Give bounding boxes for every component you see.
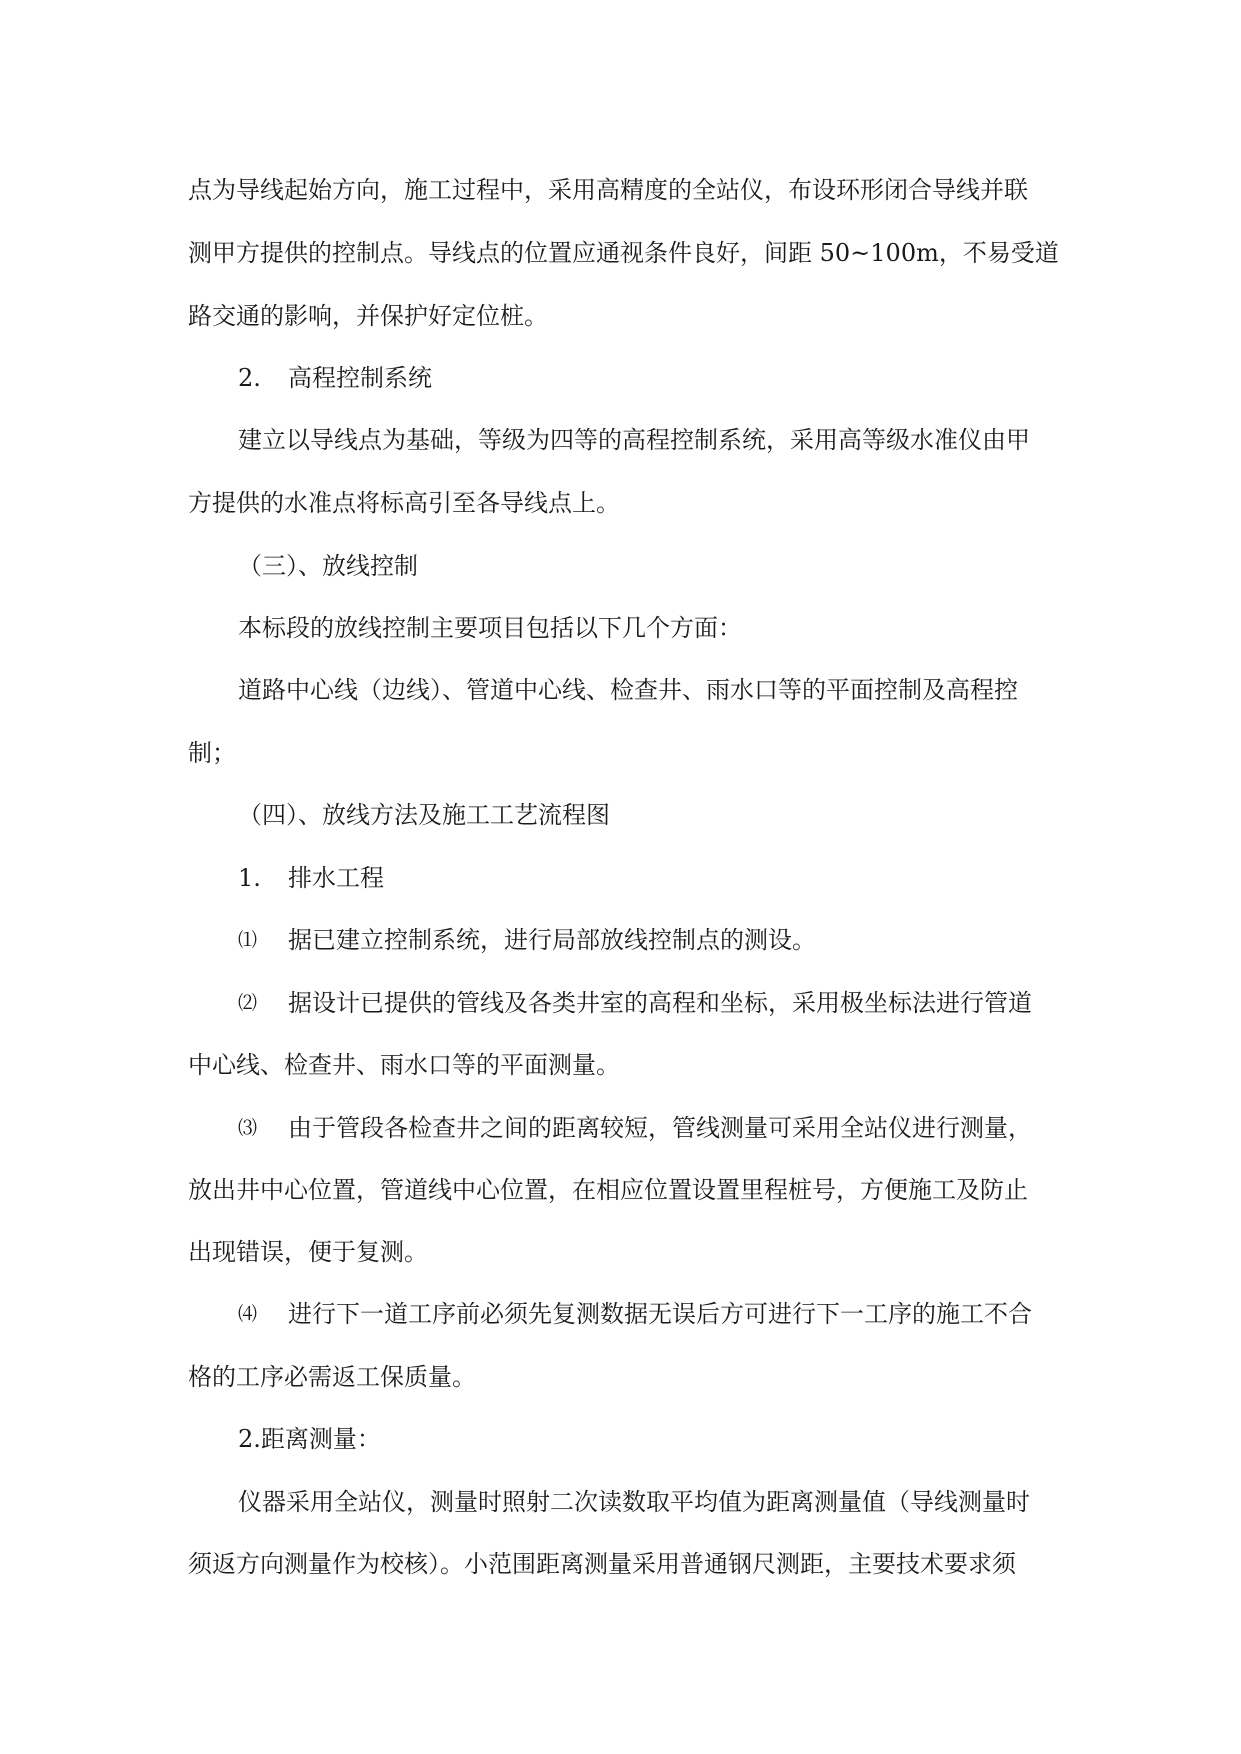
section-heading [0, 546, 1241, 586]
item-number: ⑶ [238, 1117, 258, 1139]
body-text: 仪器采用全站仪，测量时照射二次读数取平均值为距离测量值（导线测量时 [238, 1488, 1030, 1516]
item-text: 据设计已提供的管线及各类井室的高程和坐标，采用极坐标法进行管道 [288, 989, 1032, 1017]
heading-number: 2. [238, 364, 261, 392]
item-text: 由于管段各检查井之间的距离较短，管线测量可采用全站仪进行测量， [288, 1114, 1032, 1142]
heading-text: （四）、放线方法及施工工艺流程图 [238, 801, 610, 829]
body-text: 方提供的水准点将标高引至各导线点上。 [188, 489, 620, 517]
body-text: 中心线、检查井、雨水口等的平面测量。 [188, 1051, 620, 1079]
section-heading [0, 358, 1241, 398]
paragraph-line [0, 233, 1241, 273]
body-text: 建立以导线点为基础，等级为四等的高程控制系统，采用高等级水准仪由甲 [238, 426, 1030, 454]
heading-text: 2.距离测量： [238, 1425, 381, 1453]
list-item [0, 1108, 1241, 1148]
item-text: 据已建立控制系统，进行局部放线控制点的测设。 [288, 926, 816, 954]
paragraph-line [0, 296, 1241, 336]
body-text: 路交通的影响，并保护好定位桩。 [188, 302, 548, 330]
item-number: ⑵ [238, 992, 258, 1014]
paragraph-line [0, 670, 1241, 710]
body-text: 放出井中心位置，管道线中心位置，在相应位置设置里程桩号，方便施工及防止 [188, 1176, 1028, 1204]
item-text: 进行下一道工序前必须先复测数据无误后方可进行下一工序的施工不合 [288, 1300, 1032, 1328]
heading-text: 排水工程 [288, 864, 384, 892]
paragraph-line [0, 1357, 1241, 1397]
heading-text: 高程控制系统 [288, 364, 432, 392]
paragraph-line [0, 170, 1241, 210]
body-text: 出现错误，便于复测。 [188, 1238, 428, 1266]
paragraph-line [0, 1544, 1241, 1584]
body-text: 点为导线起始方向，施工过程中，采用高精度的全站仪，布设环形闭合导线并联 [188, 176, 1028, 204]
paragraph-line [0, 420, 1241, 460]
body-text: 道路中心线（边线）、管道中心线、检查井、雨水口等的平面控制及高程控 [238, 676, 1018, 704]
heading-text: （三）、放线控制 [238, 552, 418, 580]
paragraph-line [0, 1170, 1241, 1210]
list-item [0, 1294, 1241, 1334]
body-text: 本标段的放线控制主要项目包括以下几个方面： [238, 614, 742, 642]
list-item [0, 920, 1241, 960]
paragraph-line [0, 1045, 1241, 1085]
item-number: ⑷ [238, 1303, 258, 1325]
section-heading [0, 858, 1241, 898]
paragraph-line [0, 1482, 1241, 1522]
section-heading [0, 795, 1241, 835]
heading-number: 1. [238, 864, 261, 892]
paragraph-line [0, 608, 1241, 648]
body-text: 格的工序必需返工保质量。 [188, 1363, 476, 1391]
paragraph-line [0, 1232, 1241, 1272]
paragraph-line [0, 483, 1241, 523]
paragraph-line [0, 733, 1241, 773]
body-text: 制； [188, 739, 236, 767]
list-item [0, 983, 1241, 1023]
section-heading [0, 1419, 1241, 1459]
body-text: 测甲方提供的控制点。导线点的位置应通视条件良好，间距 50~100m，不易受道 [188, 239, 1059, 267]
item-number: ⑴ [238, 929, 258, 951]
body-text: 须返方向测量作为校核）。小范围距离测量采用普通钢尺测距，主要技术要求须 [188, 1550, 1016, 1578]
